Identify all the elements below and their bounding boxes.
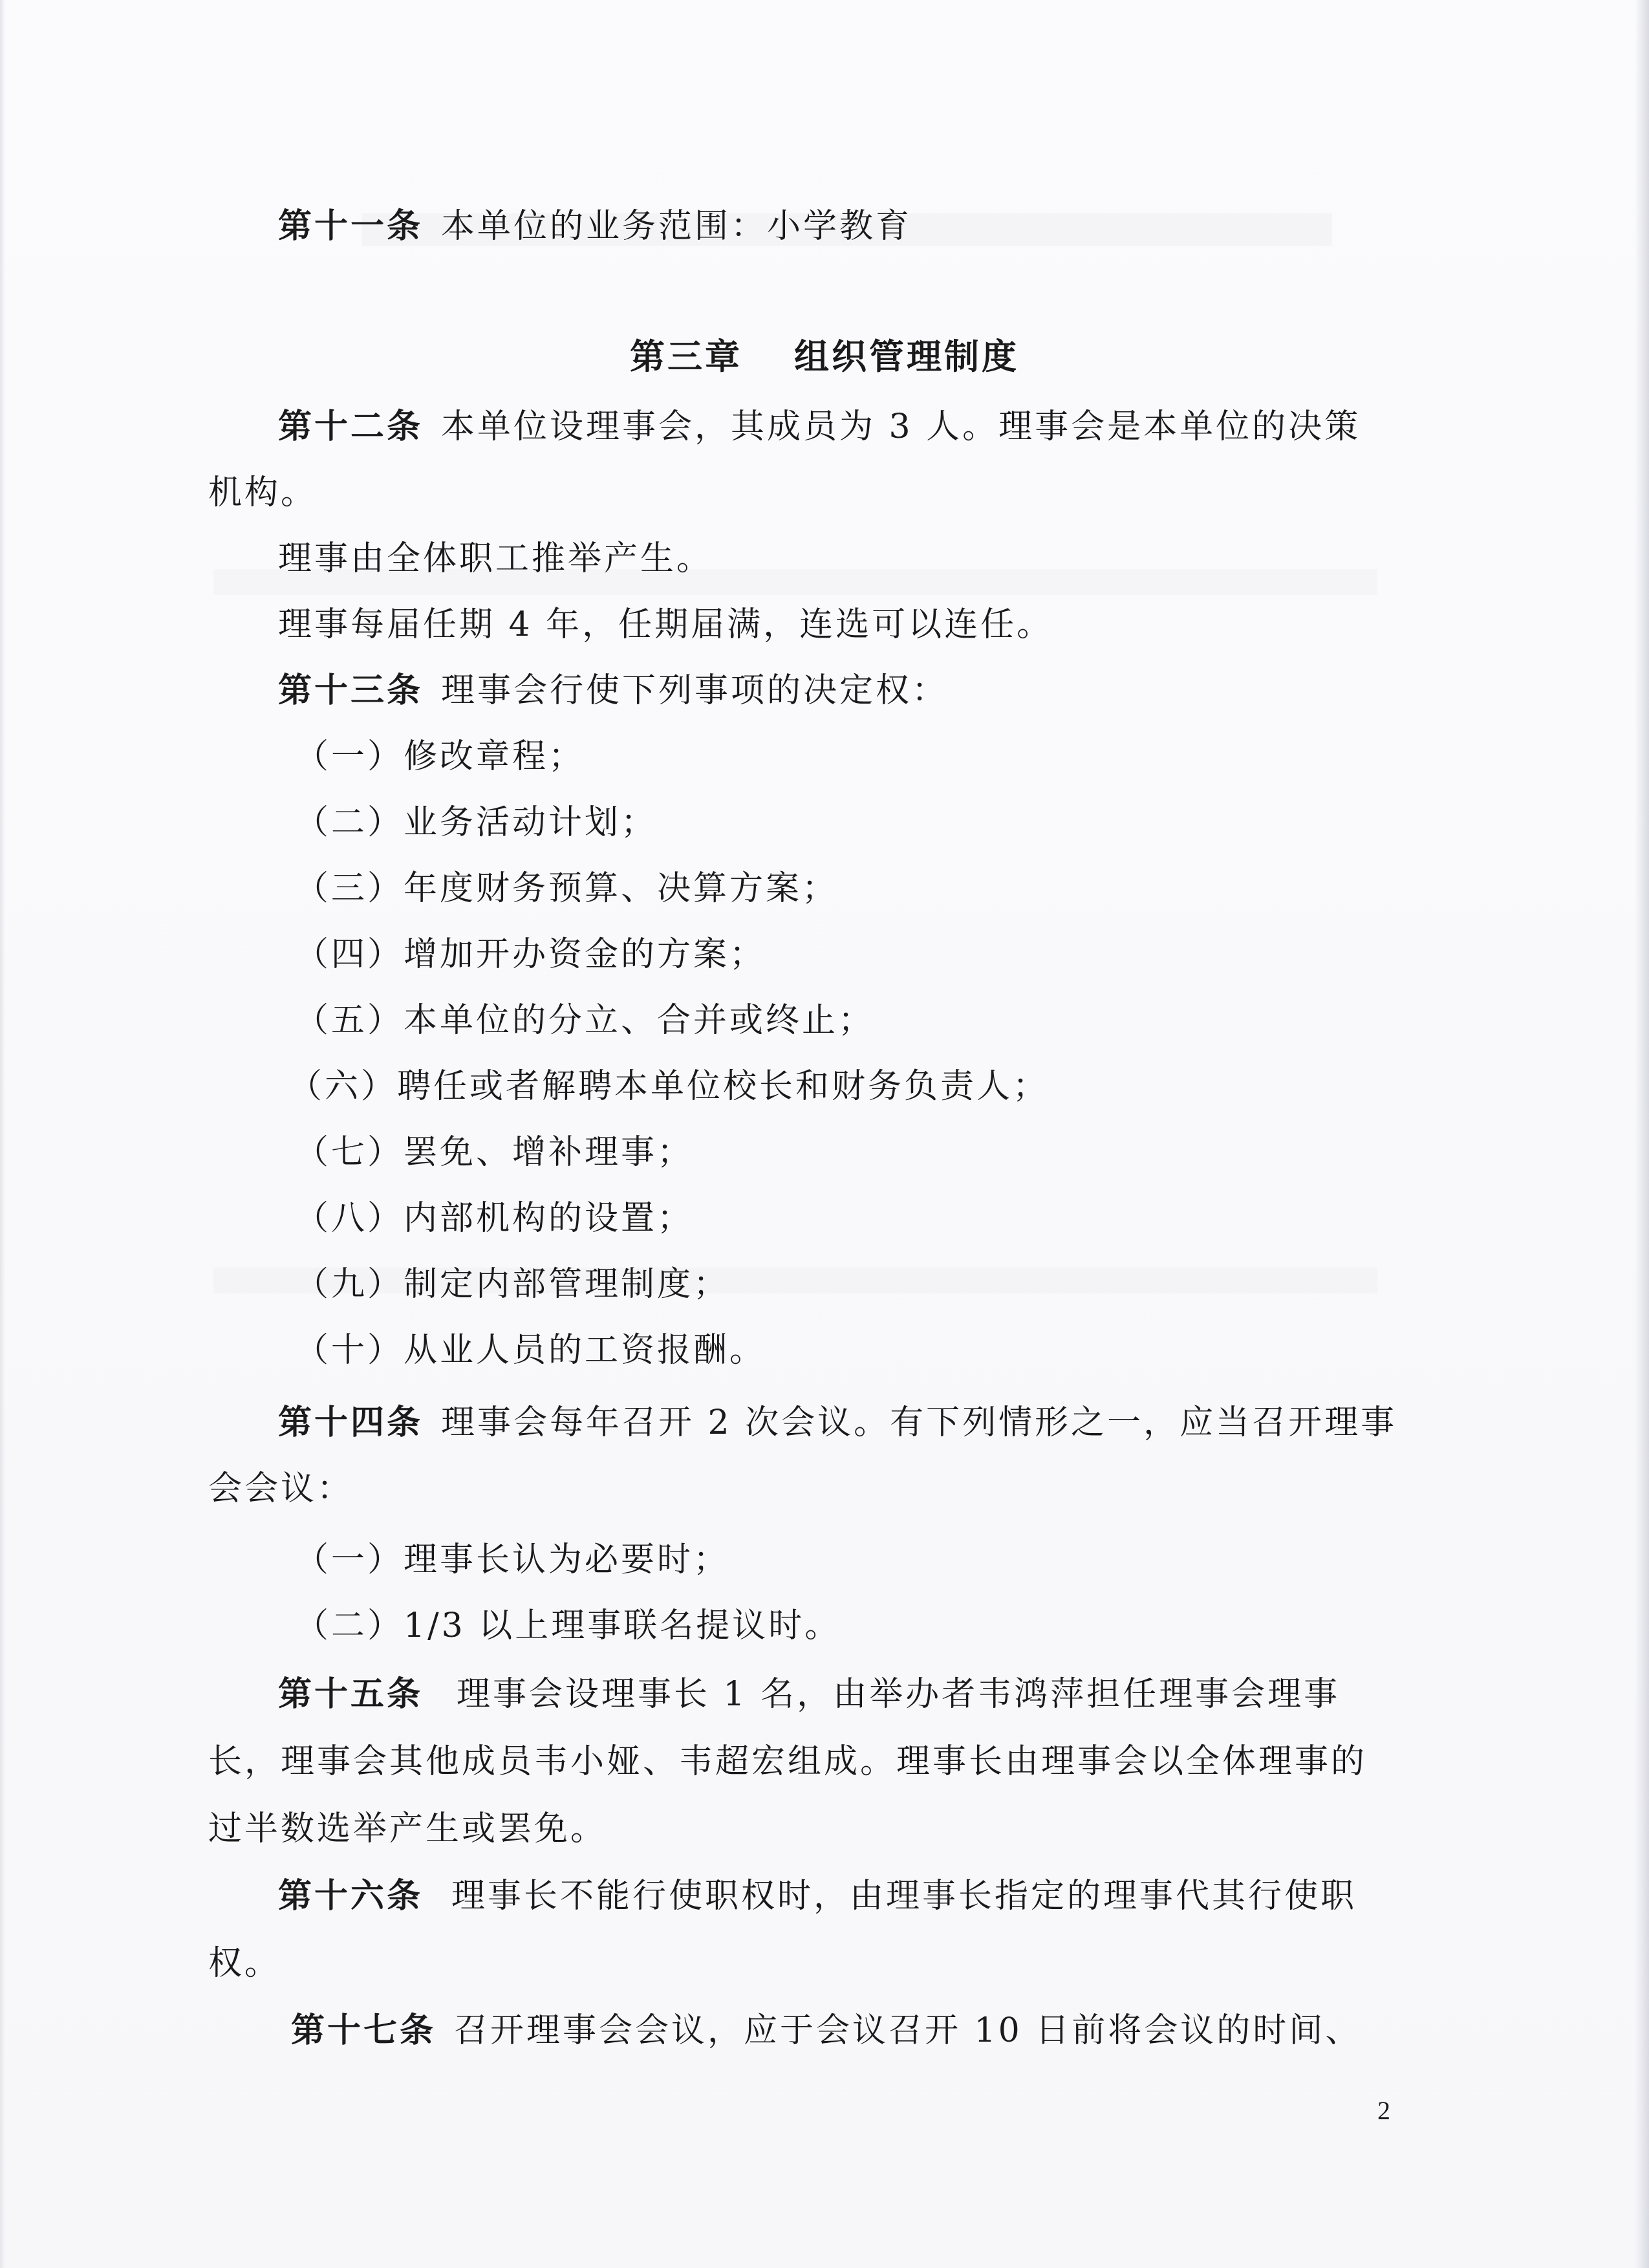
article-16-text: 理事长不能行使职权时，由理事长指定的理事代其行使职 — [451, 1877, 1357, 1916]
article-14-continuation: 会会议： — [208, 1469, 354, 1508]
page-number: 2 — [1377, 2096, 1390, 2125]
list-item: （六）聘任或者解聘本单位校长和财务负责人； — [288, 1067, 1050, 1106]
list-item: （五）本单位的分立、合并或终止； — [295, 1001, 875, 1040]
list-item: （四）增加开办资金的方案； — [295, 935, 766, 974]
article-15-continuation: 过半数选举产生或罢免。 — [208, 1809, 607, 1848]
article-15-text: 理事会设理事长 1 名，由举办者韦鸿萍担任理事会理事 — [457, 1675, 1341, 1714]
article-12-text: 本单位设理事会，其成员为 3 人。理事会是本单位的决策 — [441, 407, 1361, 446]
article-11-heading: 第十一条 — [278, 206, 424, 246]
article-13-line — [278, 670, 948, 711]
article-13-text: 理事会行使下列事项的决定权： — [441, 671, 949, 710]
chapter-heading — [0, 335, 1649, 378]
article-12-line — [278, 406, 1361, 448]
article-12-continuation: 机构。 — [208, 473, 318, 512]
article-17-text: 召开理事会会议，应于会议召开 10 日前将会议的时间、 — [454, 2011, 1362, 2050]
article-16-continuation: 权。 — [208, 1944, 281, 1983]
article-11-text: 本单位的业务范围：小学教育 — [441, 207, 912, 246]
list-item: （九）制定内部管理制度； — [295, 1265, 730, 1304]
article-16-heading: 第十六条 — [278, 1876, 424, 1916]
article-14-text: 理事会每年召开 2 次会议。有下列情形之一，应当召开理事 — [441, 1403, 1397, 1442]
list-item: （三）年度财务预算、决算方案； — [295, 869, 839, 908]
chapter-title: 组织管理制度 — [794, 336, 1019, 377]
list-item: （一）理事长认为必要时； — [295, 1540, 730, 1579]
list-item: （一）修改章程； — [295, 737, 585, 776]
article-11-line — [278, 206, 912, 247]
list-item: （十）从业人员的工资报酬。 — [295, 1331, 766, 1370]
article-14-heading: 第十四条 — [278, 1403, 424, 1442]
article-15-line — [278, 1674, 1340, 1715]
article-12-heading: 第十二条 — [278, 407, 424, 446]
list-item: （七）罢免、增补理事； — [295, 1133, 694, 1172]
article-16-line — [278, 1875, 1357, 1917]
list-item: （二）1/3 以上理事联名提议时。 — [295, 1606, 841, 1645]
paragraph-line: 理事每届任期 4 年，任期届满，连选可以连任。 — [278, 605, 1053, 644]
paragraph-line: 理事由全体职工推举产生。 — [278, 539, 713, 578]
article-15-heading: 第十五条 — [278, 1674, 424, 1714]
list-item: （二）业务活动计划； — [295, 803, 658, 842]
article-17-heading: 第十七条 — [291, 2011, 436, 2050]
chapter-number: 第三章 — [630, 336, 742, 377]
article-15-continuation: 长，理事会其他成员韦小娅、韦超宏组成。理事长由理事会以全体理事的 — [208, 1742, 1368, 1781]
article-14-line — [278, 1402, 1397, 1443]
article-13-heading: 第十三条 — [278, 671, 424, 710]
article-17-line — [291, 2010, 1361, 2051]
list-item: （八）内部机构的设置； — [295, 1199, 694, 1238]
